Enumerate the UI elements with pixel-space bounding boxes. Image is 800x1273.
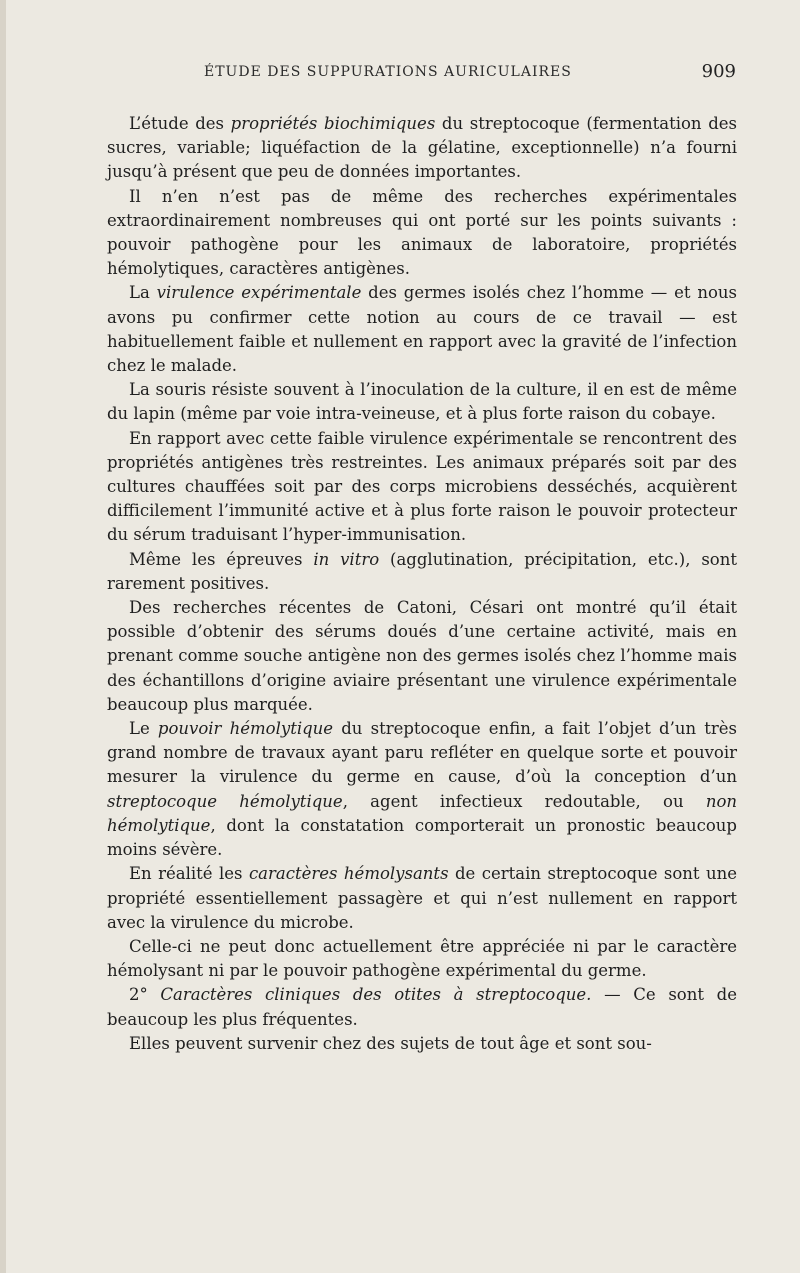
page-edge-shadow bbox=[0, 0, 6, 1273]
body-text bbox=[107, 112, 737, 1056]
paragraph: En rapport avec cette faible virulence expérimentale se rencontrent des propriétés antigènes très restreintes. Les animaux préparés soit par des cultures chauffées soit par des corps microbiens desséchés, acquièrent difficilement l’immunité active et à plus forte raison le pouvoir protecteur du sérum traduisant l’hyper-immunisation. bbox=[107, 428, 737, 545]
paragraph: Celle-ci ne peut donc actuellement être appréciée ni par le caractère hémolysant ni par le pouvoir pathogène expérimental du germe. bbox=[107, 936, 737, 981]
paragraph: En réalité les caractères hémolysants de certain streptocoque sont une propriété essentiellement passagère et qui n’est nullement en rapport avec la virulence du microbe. bbox=[107, 864, 738, 932]
paragraph: La virulence expérimentale des germes isolés chez l’homme — et nous avons pu confirmer cette notion au cours de ce travail — est habituellement faible et nullement en rapport avec la gravité de l’infection chez le malade. bbox=[107, 283, 737, 376]
paragraph: Il n’en n’est pas de même des recherches expérimentales extraordinairement nombreuses qui ont porté sur les points suivants : pouvoir pathogène pour les animaux de laboratoire, propriétés hémolytiques, caractères antigènes. bbox=[107, 186, 737, 279]
running-title: ÉTUDE DES SUPPURATIONS AURICULAIRES bbox=[204, 64, 572, 80]
paragraph: Des recherches récentes de Catoni, Césari ont montré qu’il était possible d’obtenir des sérums doués d’une certaine activité, mais en prenant comme souche antigène non des germes isolés chez l’homme mais des échantillons d’origine aviaire présentant une virulence expérimentale beaucoup plus marquée. bbox=[107, 598, 737, 714]
running-header bbox=[108, 61, 736, 88]
paragraph: Même les épreuves in vitro (agglutination, précipitation, etc.), sont rarement positives. bbox=[107, 549, 737, 593]
paragraph: La souris résiste souvent à l’inoculation de la culture, il en est de même du lapin (même par voie intra-veineuse, et à plus forte raison du cobaye. bbox=[107, 380, 737, 424]
paragraph: 2° Caractères cliniques des otites à streptocoque. — Ce sont de beaucoup les plus fréquentes. bbox=[107, 985, 737, 1029]
page-number: 909 bbox=[701, 61, 736, 82]
paragraph: Le pouvoir hémolytique du streptocoque enfin, a fait l’objet d’un très grand nombre de travaux ayant paru refléter en quelque sorte et pouvoir mesurer la virulence du germe en cause, d’où la conception d’un streptocoque hémolytique, agent infectieux redoutable, ou non hémolytique, dont la constatation comporterait un pronostic beaucoup moins sévère. bbox=[107, 719, 738, 860]
paragraph: L’étude des propriétés biochimiques du streptocoque (fermentation des sucres, variable; liquéfaction de la gélatine, exceptionnelle) n’a fourni jusqu’à présent que peu de données importantes. bbox=[107, 114, 737, 182]
paragraph: Elles peuvent survenir chez des sujets de tout âge et sont sou- bbox=[129, 1033, 652, 1053]
